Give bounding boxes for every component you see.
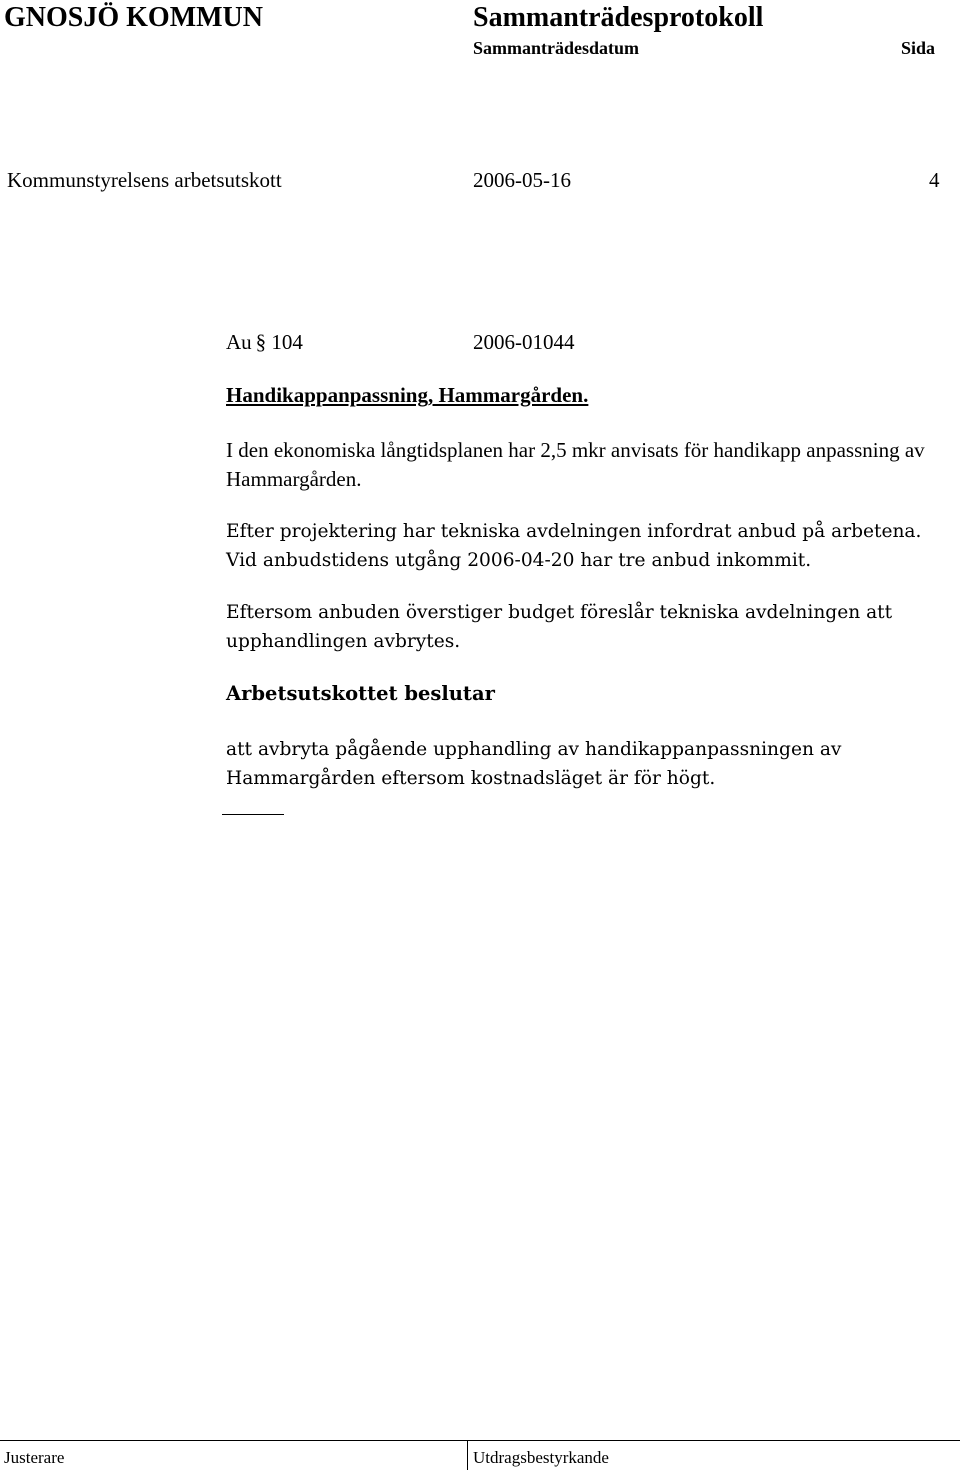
- paragraph-background: I den ekonomiska långtidsplanen har 2,5 mkr anvisats för handikapp anpassning av Hammargården.: [226, 438, 925, 491]
- decision-heading: Arbetsutskottet beslutar: [226, 682, 495, 705]
- page-number: 4: [929, 168, 940, 192]
- committee-name: Kommunstyrelsens arbetsutskott: [7, 168, 282, 192]
- footer-divider: [467, 1441, 468, 1470]
- meeting-date: 2006-05-16: [473, 168, 571, 192]
- case-paragraph-id: [226, 332, 303, 353]
- section-symbol: §: [255, 330, 267, 354]
- paragraph-tender: Efter projektering har tekniska avdelningen infordrat anbud på arbetena. Vid anbudstidens utgång 2006-04-20 har tre anbud inkommit.: [226, 521, 922, 571]
- footer-rule: [0, 1440, 960, 1441]
- page-label: Sida: [901, 38, 936, 58]
- case-prefix: Au: [226, 330, 252, 354]
- paragraph-proposal: Eftersom anbuden överstiger budget föreslår tekniska avdelningen att upphandlingen avbrytes.: [226, 602, 893, 652]
- case-title: Handikappanpassning, Hammargården.: [226, 383, 589, 407]
- document-title: Sammanträdesprotokoll: [473, 2, 764, 33]
- decision-text: att avbryta pågående upphandling av handikappanpassningen av Hammargården eftersom kostnadsläget är för högt.: [226, 739, 842, 789]
- footer-extract-label: Utdragsbestyrkande: [473, 1448, 609, 1467]
- footer-adjuster-label: Justerare: [4, 1448, 65, 1467]
- end-of-section-rule: [222, 814, 284, 815]
- diary-number: 2006-01044: [473, 330, 575, 354]
- organization-name: GNOSJÖ KOMMUN: [4, 2, 263, 33]
- case-number: 104: [271, 330, 303, 354]
- meeting-date-label: Sammanträdesdatum: [473, 38, 640, 58]
